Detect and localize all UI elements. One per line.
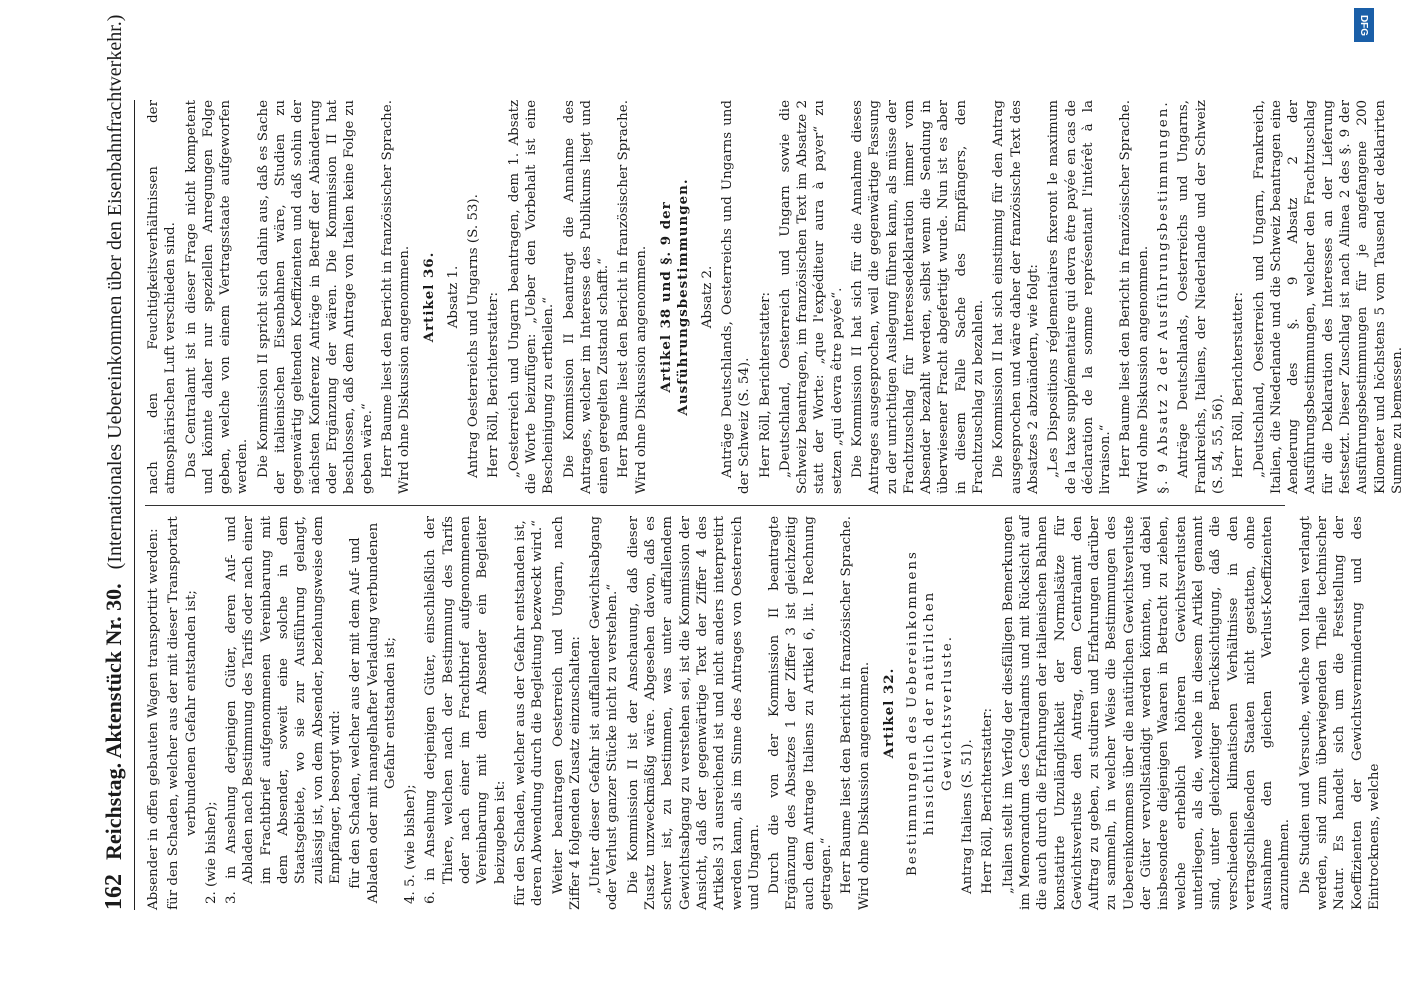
paragraph: Absender in offen gebauten Wagen transportirt werden:: [146, 528, 161, 910]
page-number: 162: [101, 874, 127, 910]
paragraph: Herr Röll, Berichterstatter:: [980, 708, 996, 894]
paragraph: Durch die von der Kommission II beantragte Ergänzung des Absatzes 1 der Ziffer 3 ist gleichzeitig auch dem Antrage Italiens zu Artikel 6, lit. l Rechnung getragen.“: [767, 516, 834, 910]
list-item: 3. in Ansehung derjenigen Güter, deren Auf- und Abladen nach Bestimmung des Tarifs oder nach einer im Frachtbrief aufgenommenen Vereinbarung mit dem Absender, soweit eine solche in dem Staatsgebiete, wo sie zur Ausführung gelangt, zulässig ist, von dem Absender, beziehungsweise dem Empfänger, besorgt wird:: [224, 516, 343, 904]
list-item: 2. (wie bisher);: [203, 801, 219, 904]
paragraph: Herr Baume liest den Bericht in französischer Sprache. Wird ohne Diskussion angenommen.: [1118, 100, 1151, 494]
paragraph: Herr Röll, Berichterstatter:: [486, 292, 502, 478]
paragraph: „Italien stellt im Verfolg der diesfälligen Bemerkungen im Memorandum des Centralamts und mit Rücksicht auf die auch durch die Erfahrungen der italienischen Bahnen konstatirte Unzulänglichkeit der Normalsätze für Gewichtsverluste den Antrag, dem Centralamt den Auftrag zu geben, zu studiren und Erfahrungen darüber zu sammeln, in welcher Weise die Bestimmungen des Uebereinkommens über die natürlichen Gewichtsverluste der Güter vervollständigt werden könnten, und dabei insbesondere diejenigen Waaren in Betracht zu ziehen, welche erheblich höheren Gewichtsverlusten unterliegen, als die, welche in diesem Artikel genannt sind, unter gleichzeitiger Berücksichtigung, daß die verschiedenen klimatischen Verhältnisse in den vertragschließenden Staaten nicht gestatten, ohne Ausnahme den gleichen Verlust-Koeffizienten anzunehmen.: [1000, 516, 1293, 910]
paragraph: Die Kommission II ist der Anschauung, daß dieser Zusatz unzweckmäßig wäre. Abgesehen davon, daß es schwer ist, zu bestimmen, was unter auffallendem Gewichtsabgang zu verstehen sei, ist die Kommission der Ansicht, daß der gegenwärtige Text der Ziffer 4 des Artikels 31 ausreichend ist und nicht anders interpretirt werden kann, als im Sinne des Antrages von Oesterreich und Ungarn.: [625, 516, 762, 910]
paragraph: Anträge Deutschlands, Oesterreichs und Ungarns, Frankreichs, Italiens, der Niederlande und der Schweiz (S. 54, 55, 56).: [1176, 100, 1226, 494]
paragraph: Die Studien und Versuche, welche von Italien verlangt werden, sind zum überwiegenden Theile technischer Natur. Es handelt sich um die Feststellung der Koeffizienten der Gewichtsverminderung und des Eintrocknens, welche: [1297, 516, 1382, 910]
paragraph: Weiter beantragen Oesterreich und Ungarn, nach Ziffer 4 folgenden Zusatz einzuschalten:: [550, 516, 583, 910]
paragraph: Die Kommission II hat sich für die Annahme dieses Antrages ausgesprochen, weil die gegenwärtige Fassung zu der unrichtigen Auslegung führen kann, als müsse der Frachtzuschlag für Interessedeklaration immer vom Absender bezahlt werden, selbst wenn die Sendung in überwiesener Fracht abgefertigt wurde. Nun ist es aber in diesem Falle Sache des Empfängers, den Frachtzuschlag zu bezahlen.: [849, 100, 987, 494]
paragraph: Die Kommission II hat sich einstimmig für den Antrag ausgesprochen und wäre daher der französische Text des Absatzes 2 abzuändern, wie folgt:: [991, 100, 1041, 494]
paragraph: Herr Röll, Berichterstatter:: [1231, 292, 1247, 478]
quote: „Les Dispositions réglementaires fixeront le maximum de la taxe supplémentaire qui devra être payée en cas de déclaration de la somme représentant l'intérêt à la livraison.“: [1046, 100, 1114, 494]
paragraph: Anträge Deutschlands, Oesterreichs und Ungarns und der Schweiz (S. 54).: [719, 100, 753, 494]
paragraph: „Oesterreich und Ungarn beantragen, dem 1. Absatz die Worte beizufügen: „Ueber den Vorbehalt ist eine Bescheinigung zu ertheilen.“: [506, 100, 557, 494]
list-item: 6. in Ansehung derjenigen Güter, einschließlich der Thiere, welchen nach der Bestimmung des Tarifs oder nach einer im Frachtbrief aufgenommenen Vereinbarung mit dem Absender ein Begleiter beizugeben ist:: [423, 516, 508, 904]
paragraph: Die Kommission II spricht sich dahin aus, daß es Sache der italienischen Eisenbahnen wäre, Studien zu gegenwärtig geltenden Koeffizienten und daß sohin der nächsten Konferenz Anträge in Betreff der Abänderung oder Ergänzung der wären. Die Kommission II hat beschlossen, daß dem Antrage von Italien keine Folge zu geben wäre.“: [255, 100, 375, 494]
paragraph: Herr Baume liest den Bericht in französischer Sprache. Wird ohne Diskussion angenommen.: [616, 100, 649, 494]
paragraph: für den Schaden, welcher aus der Gefahr entstanden ist, deren Abwendung durch die Begleitung bezweckt wird.“: [512, 520, 546, 906]
section-heading: Artikel 38 und §. 9 der Ausführungsbestimmungen.: [658, 178, 692, 416]
section-subheading: §. 9 Absatz 2 der Ausführungsbestimmungen.: [1156, 100, 1172, 494]
paragraph: Herr Baume liest den Bericht in französischer Sprache. Wird ohne Diskussion angenommen.: [379, 100, 413, 494]
paragraph: Antrag Oesterreichs und Ungarns (S. 53).: [466, 194, 482, 478]
digitization-sidebar: [1353, 8, 1375, 998]
section-subheading: Bestimmungen des Uebereinkommens hinsichtlich der natürlichen Gewichtsverluste.: [905, 550, 955, 876]
paragraph: „Deutschland, Oesterreich und Ungarn sowie die Schweiz beantragen, im französischen Text im Absatze 2 statt der Worte: „que l'expéditeur aura à payer“ zu setzen „qui devra être payée“.: [777, 100, 845, 494]
paragraph: für den Schaden, welcher aus der mit dem Auf- und Abladen oder mit mangelhafter Verladung verbundenen Gefahr entstanden ist;: [348, 522, 398, 904]
paragraph: Die Kommission II beantragt die Annahme des Antrages, welcher im Interesse des Publikums liegt und einen geregelten Zustand schafft.“: [561, 100, 612, 494]
paragraph: Das Centralamt ist in dieser Frage nicht kompetent und könnte daher nur speziellen Anregungen Folge geben, welche von einem Vertragsstaate aufgeworfen werden.: [183, 100, 251, 494]
section-heading: Artikel 32.: [880, 667, 897, 759]
page-title: Reichstag. Aktenstück Nr. 30.: [101, 583, 126, 860]
paragraph: Antrag Italiens (S. 51).: [960, 739, 976, 894]
paragraph: „Unter dieser Gefahr ist auffallender Gewichtsabgang oder Verlust ganzer Stücke nicht zu verstehen.“: [588, 516, 621, 910]
paragraph: „Deutschland, Oesterreich und Ungarn, Frankreich, Italien, die Niederlande und die Schweiz beantragen eine Aenderung des §. 9 Absatz 2 der Ausführungsbestimmungen, welcher den Frachtzuschlag für die Deklaration des Interesses an der Lieferung festsetzt. Dieser Zuschlag ist nach Alinea 2 des §. 9 der Ausführungsbestimmungen für je angefangene 200 Kilometer und höchstens 5 vom Tausend der deklarirten Summe zu bemessen.: [1251, 100, 1405, 494]
page-subtitle: (Internationales Uebereinkommen über den Eisenbahnfrachtverkehr.): [104, 14, 126, 570]
right-column: [145, 100, 1405, 494]
section-heading: Artikel 36.: [421, 251, 438, 343]
paragraph: Herr Baume liest den Bericht in französischer Sprache. Wird ohne Diskussion angenommen.: [839, 516, 872, 910]
paragraph: Herr Röll, Berichterstatter:: [757, 292, 773, 478]
dfg-logo: DFG: [1354, 8, 1374, 42]
page-header: [101, 14, 135, 910]
paragraph: für den Schaden, welcher aus der mit dieser Transportart verbundenen Gefahr entstanden ist;: [166, 516, 199, 910]
digitization-credit: [1357, 0, 1379, 545]
left-column: [145, 516, 1382, 910]
list-item: 4. 5. (wie bisher);: [403, 784, 419, 904]
section-subheading: Absatz 2.: [699, 265, 715, 329]
section-subheading: Absatz 1.: [445, 265, 461, 329]
paragraph: nach den Feuchtigkeitsverhältnissen der atmosphärischen Luft verschieden sind.: [146, 100, 179, 494]
